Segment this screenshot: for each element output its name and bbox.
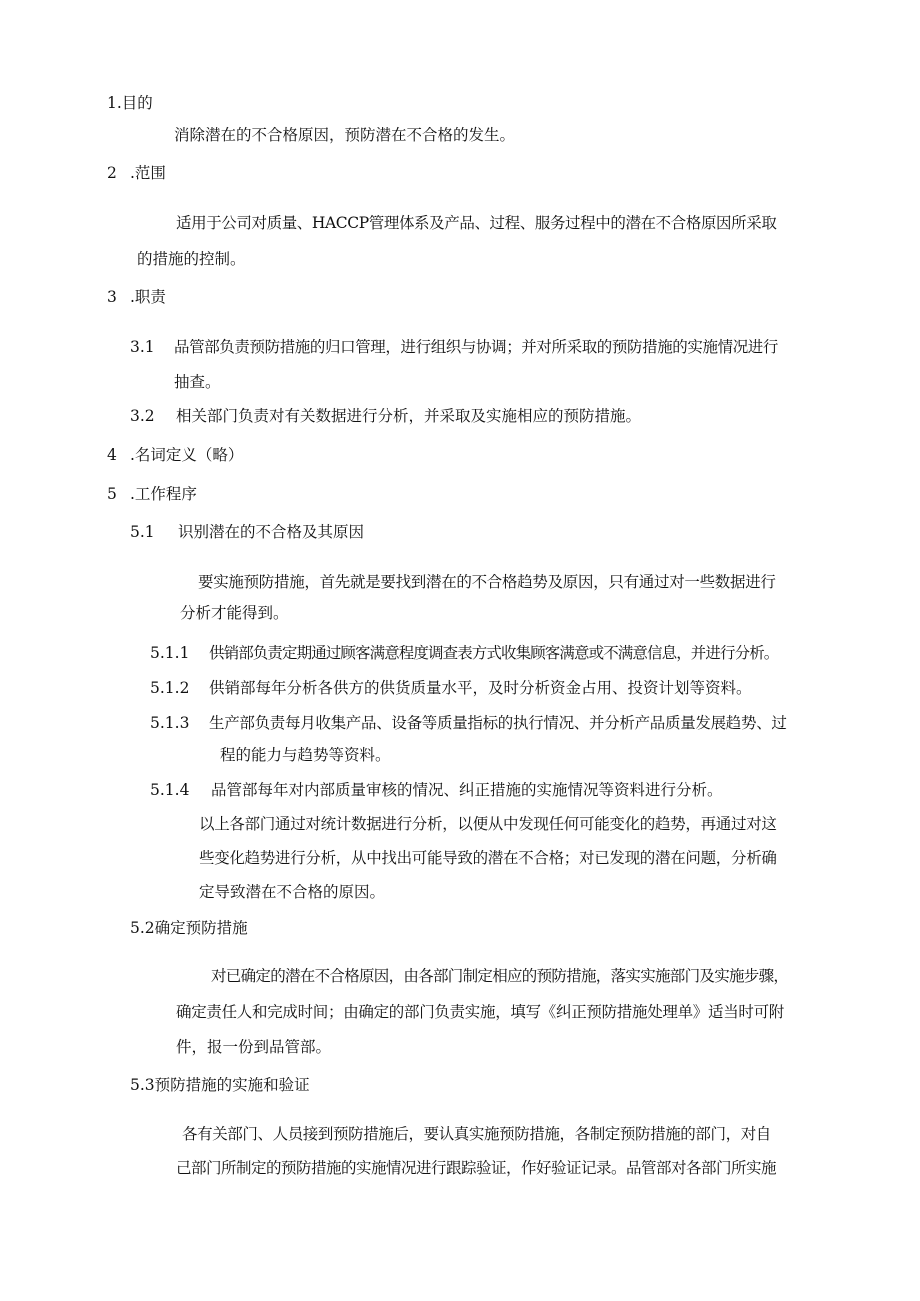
item-5-1-1-line-1: 供销部负责定期通过顾客满意程度调查表方式收集顾客满意或不满意信息，并进行分析。	[209, 644, 779, 662]
section-1-body: 消除潜在的不合格原因，预防潜在不合格的发生。	[174, 126, 516, 144]
item-5-1-1-number: 5.1.1	[150, 644, 190, 662]
item-3-1-line-2: 抽查。	[174, 373, 221, 391]
section-5-1-number: 5.1	[130, 523, 155, 541]
section-5-3-heading: 5.3预防措施的实施和验证	[130, 1076, 310, 1094]
section-4-heading: .名词定义（略）	[130, 446, 244, 464]
section-1-heading: 1.目的	[107, 94, 153, 112]
section-5-3-body-line-2: 己部门所制定的预防措施的实施情况进行跟踪验证，作好验证记录。品管部对各部门所实施	[176, 1159, 777, 1177]
section-5-number: 5	[107, 485, 117, 503]
item-3-1-number: 3.1	[130, 338, 155, 356]
section-5-1-intro-line-2: 分析才能得到。	[180, 604, 289, 622]
item-3-2-line-1: 相关部门负责对有关数据进行分析，并采取及实施相应的预防措施。	[176, 407, 642, 425]
section-5-2-body-line-3: 件，报一份到品管部。	[176, 1038, 332, 1056]
item-5-1-4-number: 5.1.4	[150, 781, 190, 799]
item-5-1-2-line-1: 供销部每年分析各供方的供货质量水平，及时分析资金占用、投资计划等资料。	[209, 679, 752, 697]
section-2-body-line-1: 适用于公司对质量、HACCP管理体系及产品、过程、服务过程中的潜在不合格原因所采取	[176, 214, 777, 232]
section-3-number: 3	[107, 288, 117, 306]
section-5-2-body-line-2: 确定责任人和完成时间；由确定的部门负责实施，填写《纠正预防措施处理单》适当时可附	[176, 1003, 785, 1021]
section-5-2-body-line-1: 对已确定的潜在不合格原因，由各部门制定相应的预防措施，落实实施部门及实施步骤，	[211, 967, 789, 985]
section-5-1-summary-line-3: 定导致潜在不合格的原因。	[199, 883, 386, 901]
section-5-1-heading: 识别潜在的不合格及其原因	[178, 523, 365, 541]
section-5-1-summary-line-2: 些变化趋势进行分析，从中找出可能导致的潜在不合格；对已发现的潜在问题，分析确	[199, 849, 777, 867]
section-2-heading: .范围	[130, 164, 166, 182]
section-3-heading: .职责	[130, 288, 166, 306]
item-5-1-3-line-1: 生产部负责每月收集产品、设备等质量指标的执行情况、并分析产品质量发展趋势、过	[209, 714, 787, 732]
item-5-1-4-line-1: 品管部每年对内部质量审核的情况、纠正措施的实施情况等资料进行分析。	[211, 781, 723, 799]
section-5-1-intro-line-1: 要实施预防措施，首先就是要找到潜在的不合格趋势及原因，只有通过对一些数据进行	[198, 573, 776, 591]
item-3-2-number: 3.2	[130, 407, 155, 425]
section-5-heading: .工作程序	[130, 485, 197, 503]
item-5-1-3-line-2: 程的能力与趋势等资料。	[220, 746, 391, 764]
section-5-2-heading: 5.2确定预防措施	[130, 919, 248, 937]
section-2-number: 2	[107, 164, 117, 182]
section-5-3-body-line-1: 各有关部门、人员接到预防措施后，要认真实施预防措施，各制定预防措施的部门，对自	[182, 1125, 771, 1143]
section-2-body-line-2: 的措施的控制。	[137, 250, 246, 268]
item-5-1-2-number: 5.1.2	[150, 679, 190, 697]
section-4-number: 4	[107, 446, 117, 464]
item-5-1-3-number: 5.1.3	[150, 714, 190, 732]
item-3-1-line-1: 品管部负责预防措施的归口管理，进行组织与协调；并对所采取的预防措施的实施情况进行	[174, 338, 779, 356]
section-5-1-summary-line-1: 以上各部门通过对统计数据进行分析，以便从中发现任何可能变化的趋势，再通过对这	[199, 815, 777, 833]
